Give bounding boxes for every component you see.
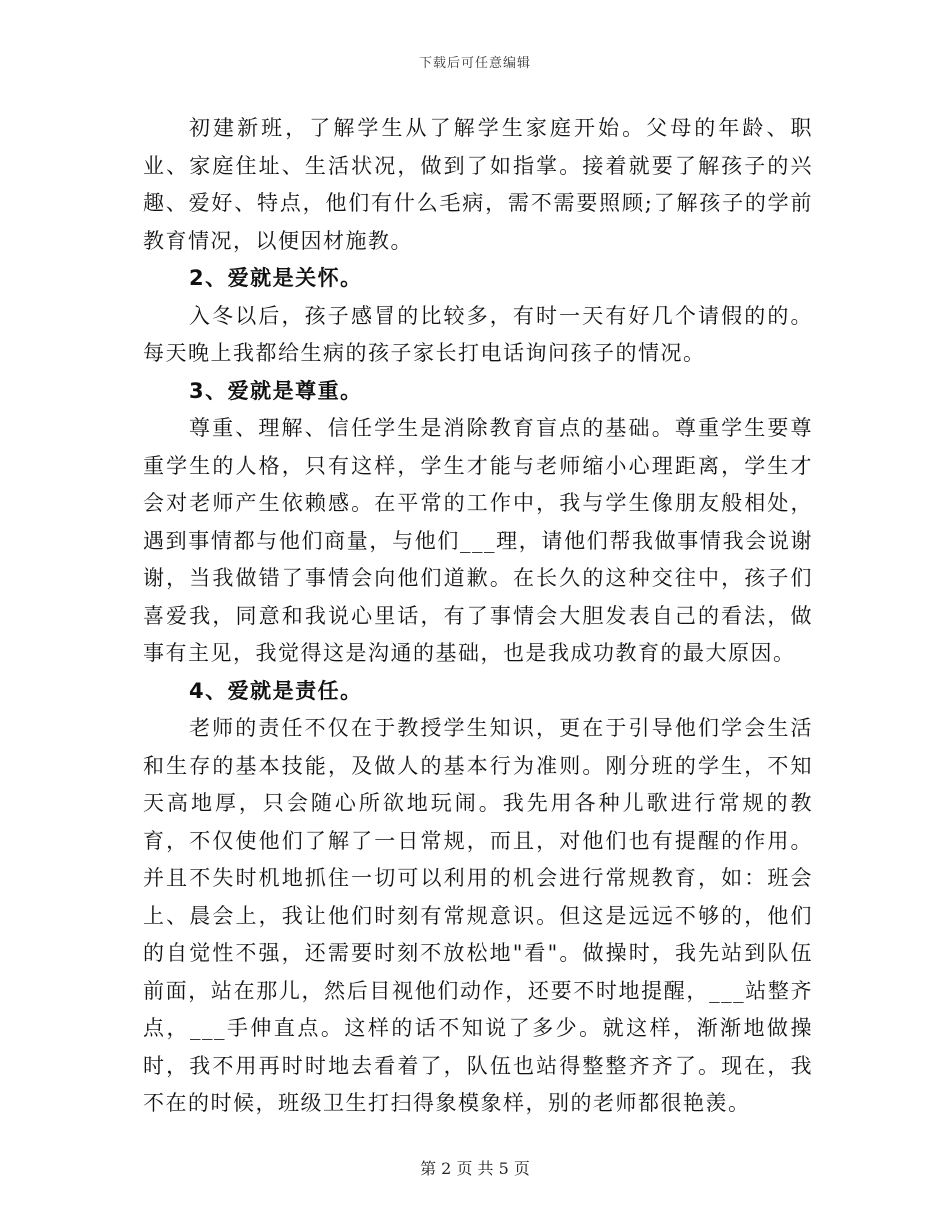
- page-footer: 第 2 页 共 5 页: [420, 1159, 530, 1178]
- paragraph-responsibility: 老师的责任不仅在于教授学生知识，更在于引导他们学会生活和生存的基本技能，及做人的基本行为准则。刚分班的学生，不知天高地厚，只会随心所欲地玩闹。我先用各种儿歌进行常规的教育，不仅使他们了解了一日常规，而且，对他们也有提醒的作用。并且不失时机地抓住一切可以利用的机会进行常规教育，如：班会上、晨会上，我让他们时刻有常规意识。但这是远远不够的，他们的自觉性不强，还需要时刻不放松地"看"。做操时，我先站到队伍前面，站在那儿，然后目视他们动作，还要不时地提醒，___站整齐点，___手伸直点。这样的话不知说了多少。就这样，渐渐地做操时，我不用再时时地去看着了，队伍也站得整整齐齐了。现在，我不在的时候，班级卫生打扫得象模象样，别的老师都很艳羡。: [143, 716, 813, 1115]
- section-heading-responsibility: 4、爱就是责任。: [189, 678, 363, 703]
- section-heading-care: 2、爱就是关怀。: [189, 266, 363, 290]
- paragraph-intro: 初建新班，了解学生从了解学生家庭开始。父母的年龄、职业、家庭住址、生活状况，做到了如指掌。接着就要了解孩子的兴趣、爱好、特点，他们有什么毛病，需不需要照顾;了解孩子的学前教育情况，以便因材施教。: [143, 116, 813, 253]
- document-body: [143, 110, 813, 1123]
- paragraph-care: 入冬以后，孩子感冒的比较多，有时一天有好几个请假的的。每天晚上我都给生病的孩子家长打电话询问孩子的情况。: [143, 303, 813, 365]
- section-heading-respect: 3、爱就是尊重。: [189, 378, 363, 403]
- page-header: 下载后可任意编辑: [418, 56, 531, 71]
- paragraph-respect: 尊重、理解、信任学生是消除教育盲点的基础。尊重学生要尊重学生的人格，只有这样，学生才能与老师缩小心理距离，学生才会对老师产生依赖感。在平常的工作中，我与学生像朋友般相处，遇到事情都与他们商量，与他们___理，请他们帮我做事情我会说谢谢，当我做错了事情会向他们道歉。在长久的这种交往中，孩子们喜爱我，同意和我说心里话，有了事情会大胆发表自己的看法，做事有主见，我觉得这是沟通的基础，也是我成功教育的最大原因。: [143, 416, 813, 665]
